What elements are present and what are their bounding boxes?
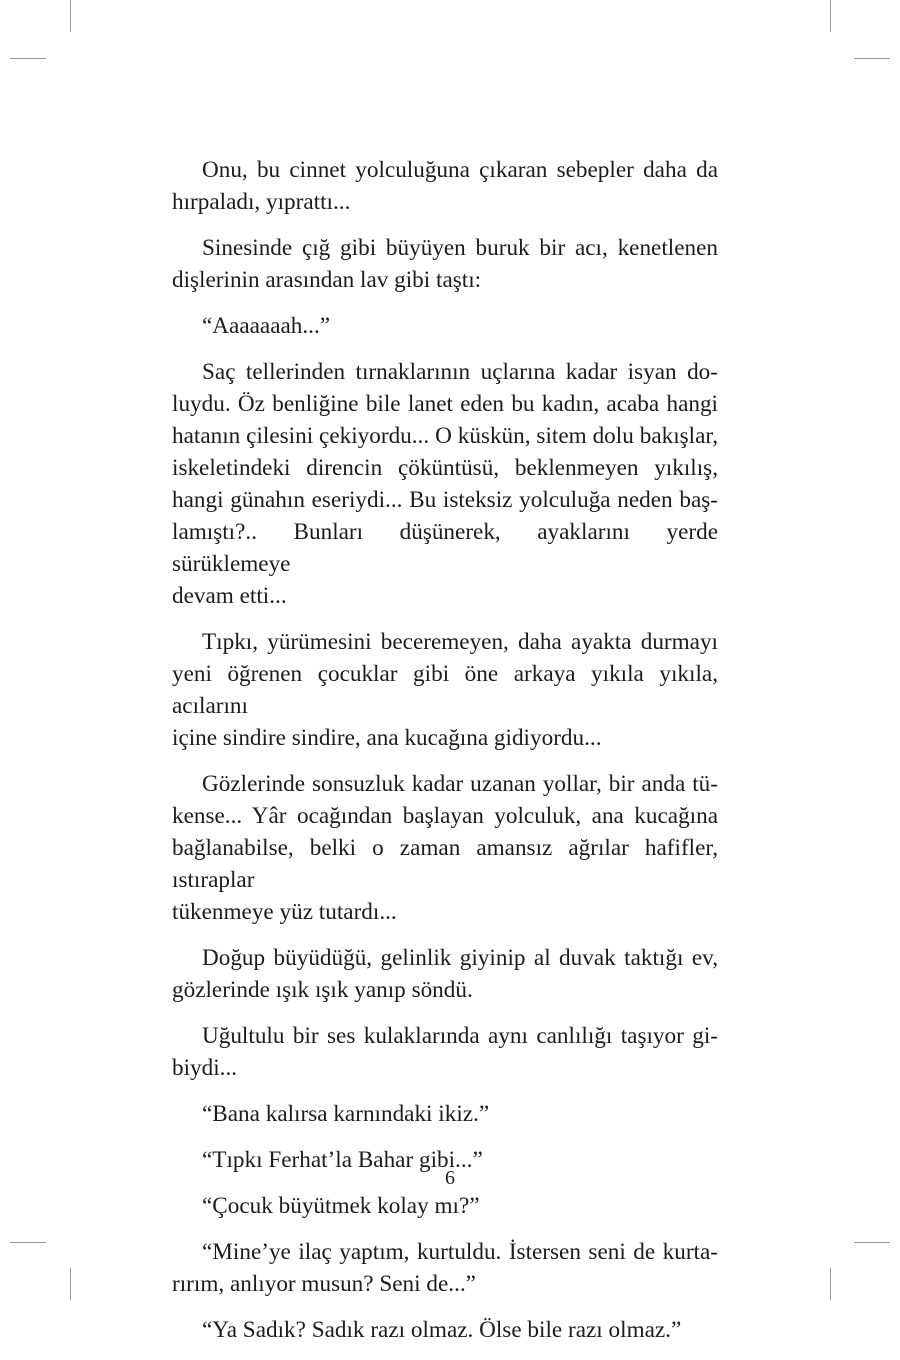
paragraph	[172, 1314, 718, 1346]
text-line: kense... Yâr ocağından başlayan yolculuk, ana kucağına	[172, 803, 718, 829]
paragraph	[172, 310, 718, 342]
text-line: “Aaaaaaah...”	[202, 313, 331, 339]
text-line: yeni öğrenen çocuklar gibi öne arkaya yıkıla yıkıla, acılarını	[172, 661, 718, 719]
text-line: içine sindire sindire, ana kucağına gidiyordu...	[172, 725, 602, 751]
page-number: 6	[445, 1167, 455, 1189]
text-line: “Ya Sadık? Sadık razı olmaz. Ölse bile razı olmaz.”	[202, 1317, 682, 1343]
text-line: “Tıpkı Ferhat’la Bahar gibi...”	[202, 1147, 483, 1173]
paragraph	[172, 942, 718, 1006]
paragraph	[172, 1098, 718, 1130]
crop-mark-left-bottom	[10, 1242, 46, 1243]
text-line: rırım, anlıyor musun? Seni de...”	[172, 1271, 476, 1297]
text-line: iskeletindeki direncin çöküntüsü, beklenmeyen yıkılış,	[172, 455, 718, 481]
paragraph	[172, 1190, 718, 1222]
text-line: bağlanabilse, belki o zaman amansız ağrılar hafifler, ıstıraplar	[172, 835, 718, 893]
crop-mark-top-right	[830, 0, 831, 32]
crop-mark-right-bottom	[854, 1242, 890, 1243]
text-line: Gözlerinde sonsuzluk kadar uzanan yollar, bir anda tü-	[202, 771, 718, 797]
text-line: Sinesinde çığ gibi büyüyen buruk bir acı, kenetlenen	[202, 235, 718, 261]
text-line: Onu, bu cinnet yolculuğuna çıkaran sebepler daha da	[202, 157, 718, 183]
crop-mark-bottom-left	[70, 1268, 71, 1300]
crop-mark-bottom-right	[830, 1268, 831, 1300]
text-line: hangi günahın eseriydi... Bu isteksiz yolculuğa neden baş-	[172, 487, 718, 513]
text-line: “Mine’ye ilaç yaptım, kurtuldu. İstersen seni de kurta-	[202, 1239, 718, 1265]
paragraph	[172, 768, 718, 928]
text-line: “Bana kalırsa karnındaki ikiz.”	[202, 1101, 490, 1127]
text-line: devam etti...	[172, 583, 287, 609]
text-line: Saç tellerinden tırnaklarının uçlarına kadar isyan do-	[202, 359, 718, 385]
text-line: hırpaladı, yıprattı...	[172, 189, 351, 215]
text-line: lamıştı?.. Bunları düşünerek, ayaklarını yerde sürüklemeye	[172, 519, 718, 577]
paragraph	[172, 626, 718, 754]
paragraph	[172, 1020, 718, 1084]
text-line: “Çocuk büyütmek kolay mı?”	[202, 1193, 480, 1219]
text-line: Tıpkı, yürümesini beceremeyen, daha ayakta durmayı	[202, 629, 718, 655]
crop-mark-left-top	[10, 58, 46, 59]
paragraph	[172, 154, 718, 218]
text-line: Doğup büyüdüğü, gelinlik giyinip al duvak taktığı ev,	[202, 945, 718, 971]
text-line: hatanın çilesini çekiyordu... O küskün, sitem dolu bakışlar,	[172, 423, 718, 449]
paragraph	[172, 1236, 718, 1300]
text-line: Uğultulu bir ses kulaklarında aynı canlılığı taşıyor gi-	[202, 1023, 718, 1049]
crop-mark-right-top	[854, 58, 890, 59]
text-line: dişlerinin arasından lav gibi taştı:	[172, 267, 482, 293]
crop-mark-top-left	[70, 0, 71, 32]
text-line: biydi...	[172, 1055, 238, 1081]
paragraph	[172, 356, 718, 612]
paragraph	[172, 232, 718, 296]
text-line: tükenmeye yüz tutardı...	[172, 899, 397, 925]
text-line: gözlerinde ışık ışık yanıp söndü.	[172, 977, 473, 1003]
text-line: luydu. Öz benliğine bile lanet eden bu kadın, acaba hangi	[172, 391, 718, 417]
